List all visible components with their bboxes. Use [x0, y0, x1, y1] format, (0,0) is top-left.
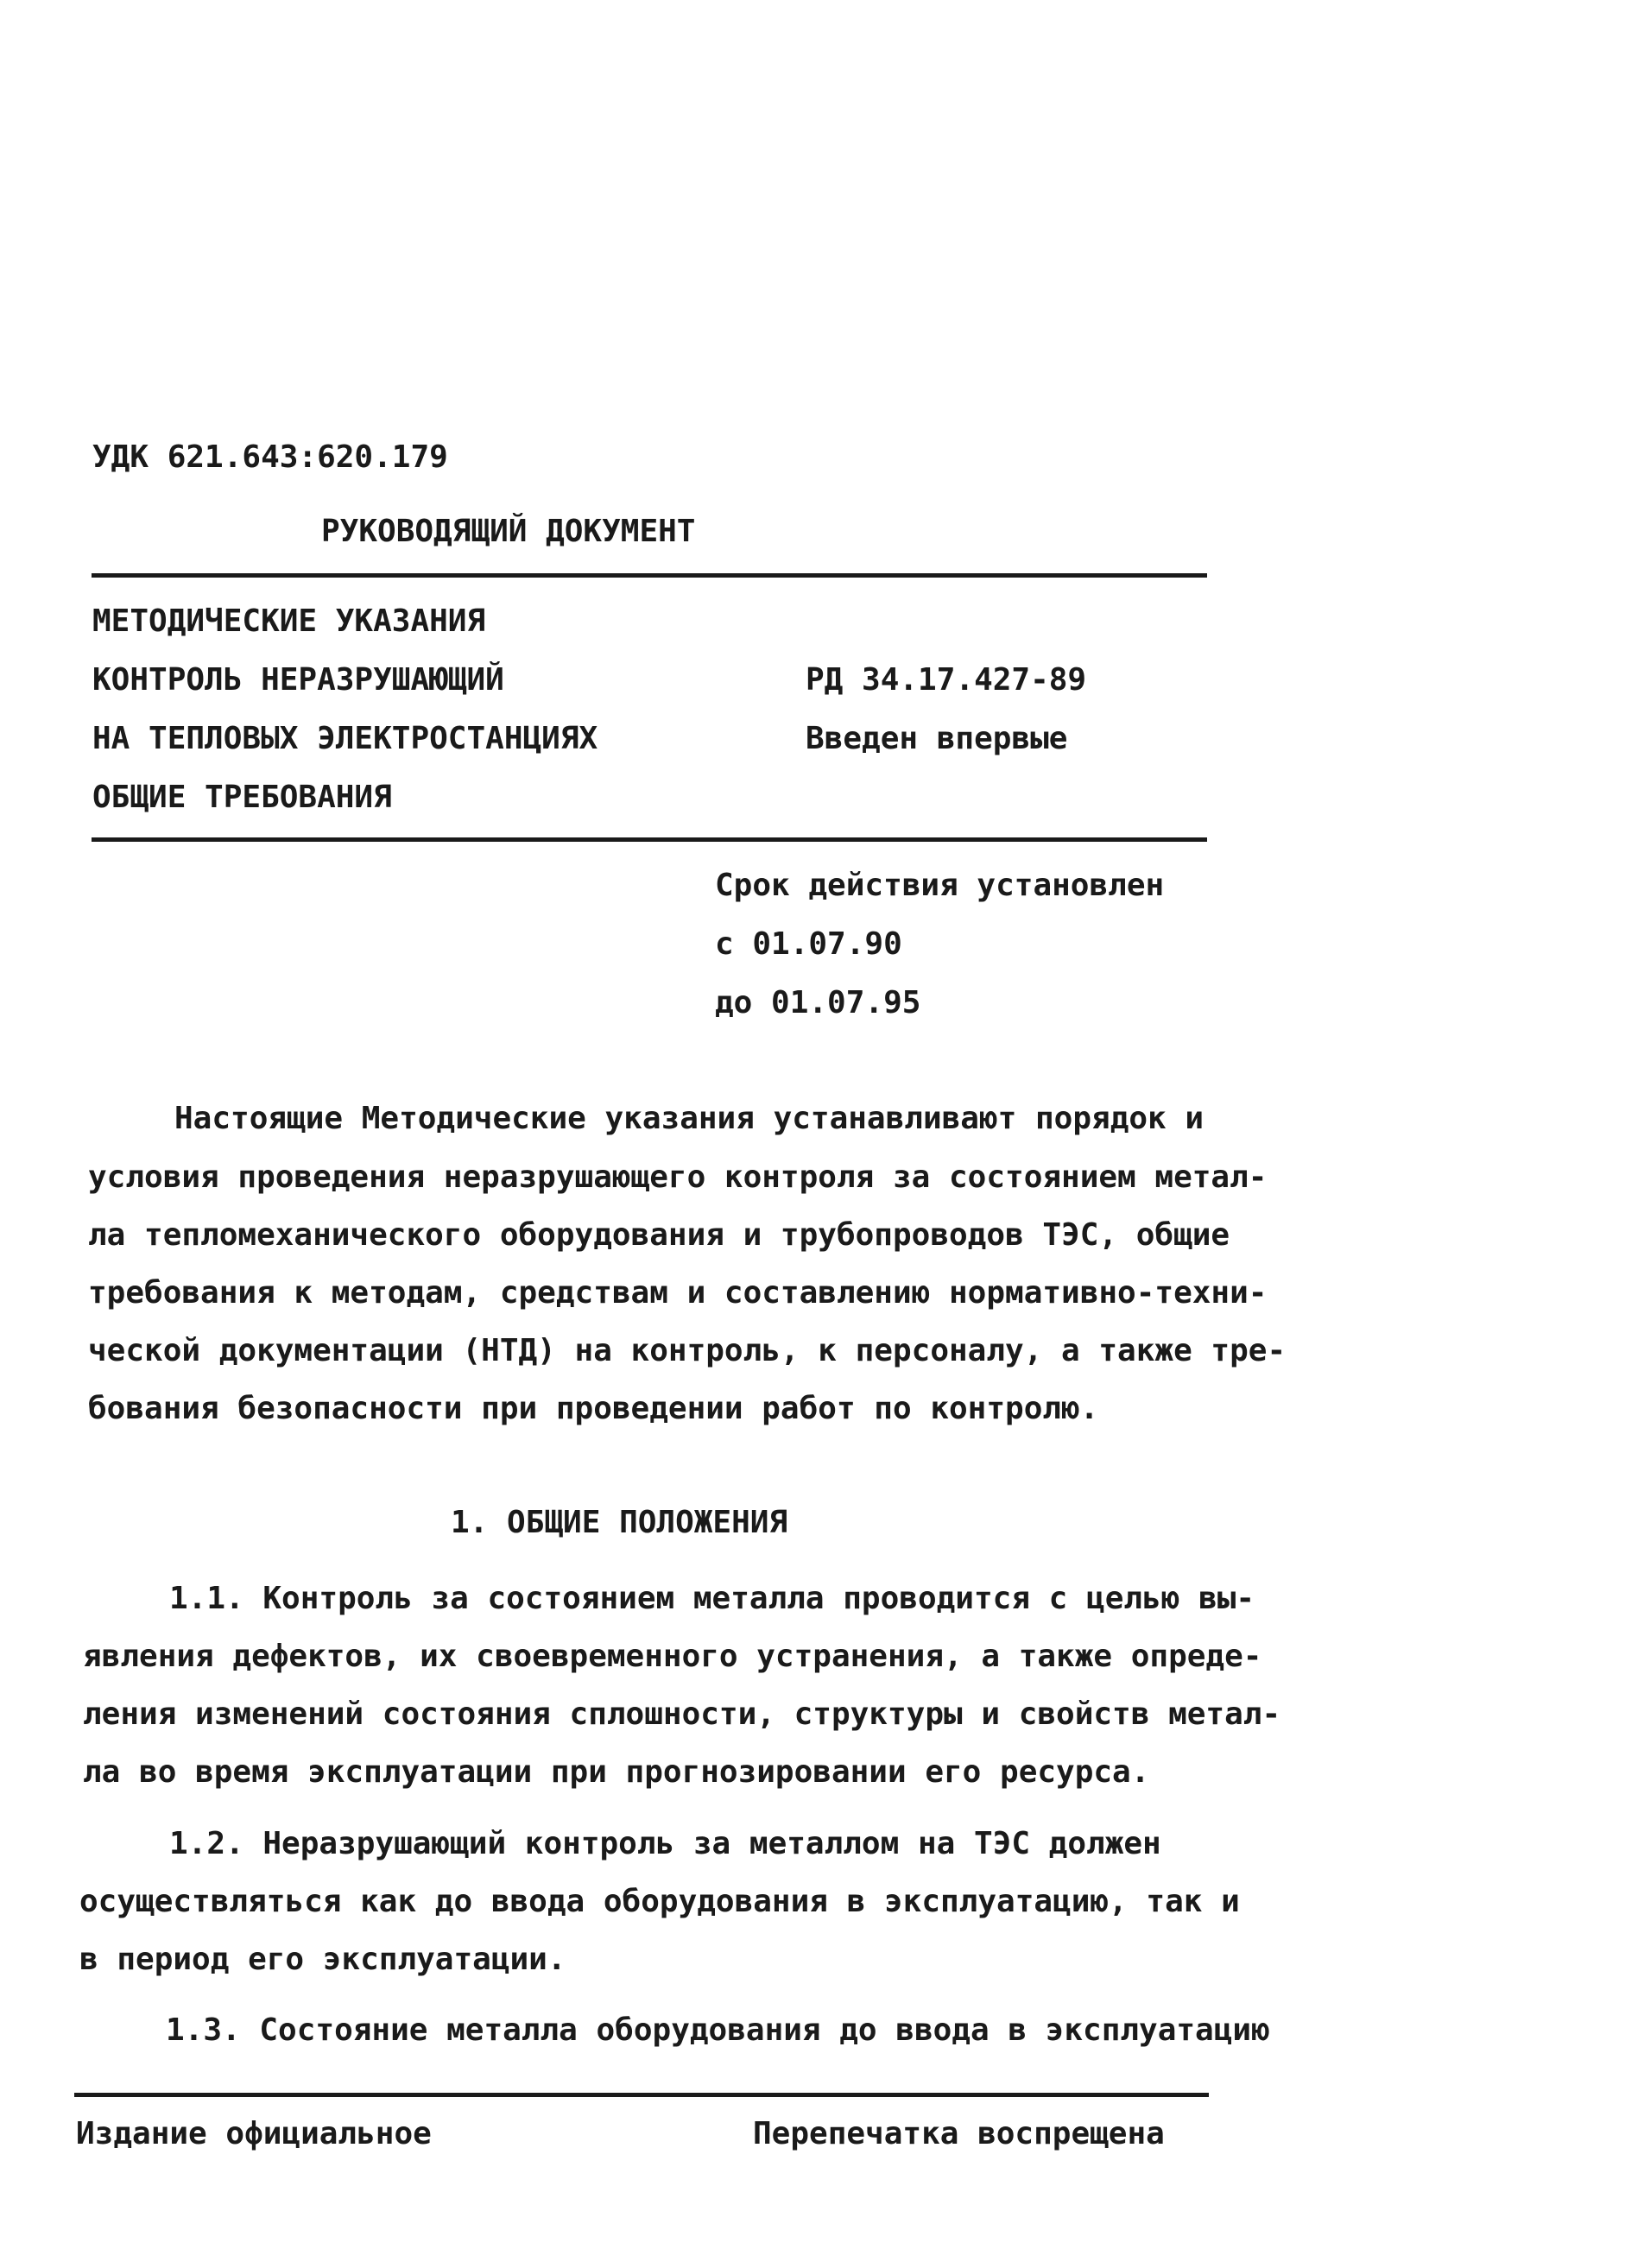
title-line-1: МЕТОДИЧЕСКИЕ УКАЗАНИЯ	[92, 603, 486, 639]
intro-line-4: требования к методам, средствам и составлению нормативно-техни-	[88, 1275, 1268, 1311]
paragraph-1-1-line-3: ления изменений состояния сплошности, структуры и свойств метал-	[83, 1696, 1281, 1732]
paragraph-1-2-line-1: 1.2. Неразрушающий контроль за металлом на ТЭС должен	[169, 1826, 1161, 1861]
document-type-heading: РУКОВОДЯЩИЙ ДОКУМЕНТ	[321, 514, 696, 549]
intro-line-6: бования безопасности при проведении работ по контролю.	[88, 1391, 1099, 1426]
title-line-3: НА ТЕПЛОВЫХ ЭЛЕКТРОСТАНЦИЯХ	[92, 721, 598, 756]
validity-label: Срок действия установлен	[715, 868, 1165, 903]
paragraph-1-2-line-2: осуществляться как до ввода оборудования в эксплуатацию, так и	[79, 1884, 1240, 1919]
footer-official-edition: Издание официальное	[76, 2116, 432, 2151]
intro-line-5: ческой документации (НТД) на контроль, к персоналу, а также тре-	[88, 1333, 1287, 1368]
validity-to: до 01.07.95	[715, 985, 921, 1020]
intro-line-3: ла тепломеханического оборудования и трубопроводов ТЭС, общие	[88, 1217, 1230, 1253]
validity-from: с 01.07.90	[715, 926, 902, 962]
paragraph-1-1-line-4: ла во время эксплуатации при прогнозировании его ресурса.	[83, 1754, 1150, 1790]
title-block-bottom-rule	[92, 837, 1207, 842]
title-line-2: КОНТРОЛЬ НЕРАЗРУШАЮЩИЙ	[92, 662, 504, 698]
footer-rule	[74, 2093, 1209, 2097]
introduced-status: Введен впервые	[806, 721, 1068, 756]
paragraph-1-1-line-1: 1.1. Контроль за состоянием металла проводится с целью вы-	[169, 1581, 1255, 1616]
intro-line-2: условия проведения неразрушающего контроля за состоянием метал-	[88, 1159, 1268, 1195]
paragraph-1-3-line-1: 1.3. Состояние металла оборудования до ввода в эксплуатацию	[166, 2012, 1270, 2048]
udk-code: УДК 621.643:620.179	[92, 439, 448, 475]
title-block-top-rule	[92, 573, 1207, 578]
paragraph-1-1-line-2: явления дефектов, их своевременного устранения, а также опреде-	[83, 1639, 1262, 1674]
section-heading: 1. ОБЩИЕ ПОЛОЖЕНИЯ	[451, 1505, 788, 1540]
footer-reprint-prohibited: Перепечатка воспрещена	[753, 2116, 1165, 2151]
intro-line-1: Настоящие Методические указания устанавливают порядок и	[174, 1101, 1205, 1136]
title-line-4: ОБЩИЕ ТРЕБОВАНИЯ	[92, 780, 392, 815]
paragraph-1-2-line-3: в период его эксплуатации.	[79, 1942, 566, 1977]
document-number: РД 34.17.427-89	[806, 662, 1087, 698]
